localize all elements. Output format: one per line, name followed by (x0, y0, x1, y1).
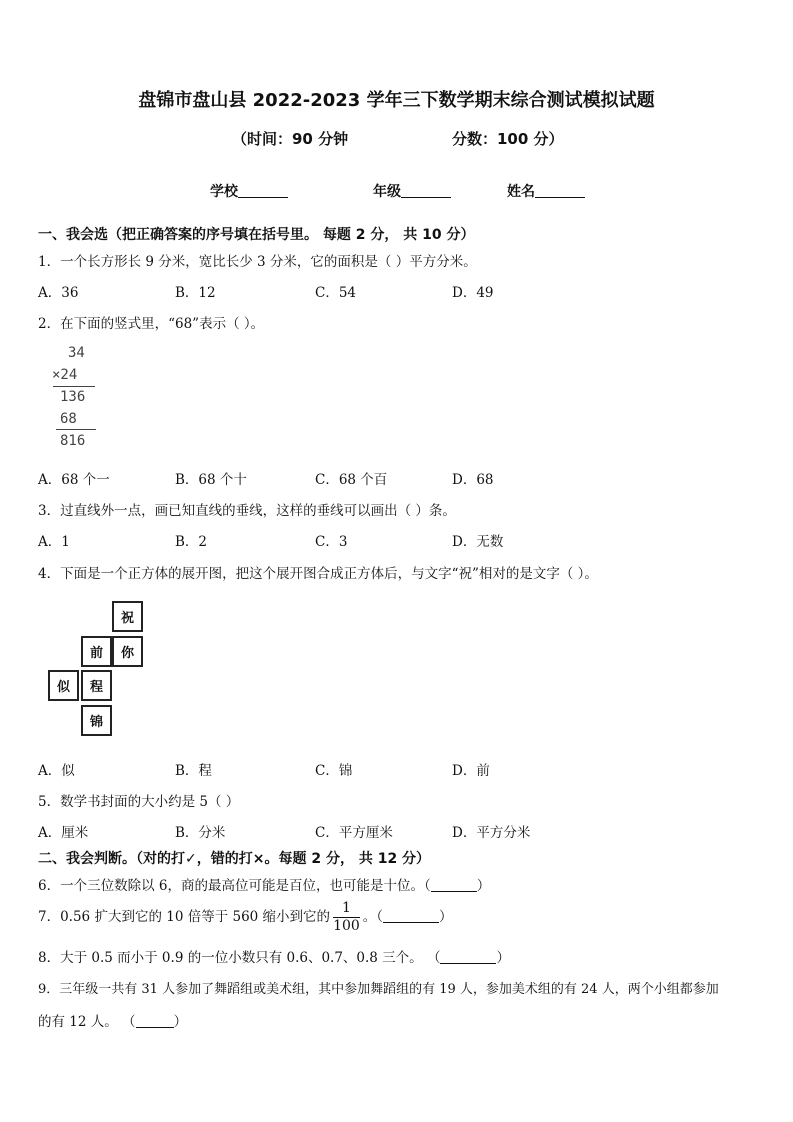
calc-line-3: 136 (60, 389, 86, 405)
q4-option-a[interactable]: A．似 (38, 763, 75, 779)
exam-time: （时间：90 分钟 (232, 130, 349, 148)
q5-option-b[interactable]: B．分米 (175, 825, 226, 841)
net-cell-si: 似 (48, 670, 79, 701)
school-field (210, 181, 288, 201)
section-2-title: 二、我会判断。（对的打✓，错的打×。每题 2 分， 共 12 分） (38, 851, 431, 867)
name-label: 姓名 (507, 184, 535, 200)
q8-end: ） (496, 950, 510, 966)
q5-option-d[interactable]: D．平方分米 (452, 825, 531, 841)
grade-field (373, 181, 451, 201)
q8-text: 8．大于 0.5 而小于 0.9 的一位小数只有 0.6、0.7、0.8 三个。 （ (38, 950, 441, 966)
q1-option-c[interactable]: C．54 (315, 285, 357, 301)
q2-option-c[interactable]: C．68 个百 (315, 472, 388, 488)
q2-option-a[interactable]: A．68 个一 (38, 472, 110, 488)
q7-fraction (333, 900, 360, 935)
q1-option-d[interactable]: D．49 (452, 285, 494, 301)
question-9-line-1: 9．三年级一共有 31 人参加了舞蹈组或美术组，其中参加舞蹈组的有 19 人，参加美术组的有 24 人，两个小组都参加 (38, 982, 719, 997)
question-8 (38, 946, 510, 966)
q6-text: 6．一个三位数除以 6，商的最高位可能是百位，也可能是十位。（ (38, 878, 431, 894)
q4-option-b[interactable]: B．程 (175, 763, 212, 779)
school-blank[interactable] (238, 183, 288, 198)
question-2: 2．在下面的竖式里，“68”表示（ ）。 (38, 316, 265, 332)
q1-option-b[interactable]: B．12 (175, 285, 216, 301)
q5-option-c[interactable]: C．平方厘米 (315, 825, 393, 841)
q3-option-d[interactable]: D．无数 (452, 534, 504, 550)
q9-answer-blank[interactable] (136, 1014, 174, 1028)
q9-text-2: 的有 12 人。 （ (38, 1014, 136, 1030)
q5-option-a[interactable]: A．厘米 (38, 825, 89, 841)
question-6 (38, 874, 490, 894)
question-5: 5．数学书封面的大小约是 5（ ） (38, 794, 240, 810)
grade-label: 年级 (373, 184, 401, 200)
q2-option-b[interactable]: B．68 个十 (175, 472, 247, 488)
q7-fraction-numerator: 1 (333, 900, 360, 918)
q3-option-a[interactable]: A．1 (38, 534, 70, 550)
section-1-title: 一、我会选（把正确答案的序号填在括号里。 每题 2 分， 共 10 分） (38, 227, 475, 243)
q6-answer-blank[interactable] (431, 878, 477, 892)
calc-rule-1 (53, 386, 95, 387)
school-label: 学校 (210, 184, 238, 200)
calc-rule-2 (56, 429, 96, 430)
q8-answer-blank[interactable] (440, 950, 496, 964)
q7-fraction-denominator: 100 (333, 918, 360, 934)
q9-end: ） (173, 1014, 188, 1030)
q6-end: ） (476, 878, 491, 894)
q3-option-c[interactable]: C．3 (315, 534, 348, 550)
calc-line-4: 68 (60, 411, 77, 427)
calc-line-2: ×24 (52, 367, 78, 383)
exam-score: 分数：100 分） (452, 130, 564, 148)
q7-text-b: 。（ (362, 909, 384, 925)
net-cell-cheng: 程 (81, 670, 112, 701)
q3-option-b[interactable]: B．2 (175, 534, 208, 550)
grade-blank[interactable] (401, 183, 451, 198)
q7-answer-blank[interactable] (383, 909, 439, 923)
question-9-line-2 (38, 1010, 187, 1030)
net-cell-ni: 你 (112, 636, 143, 667)
question-7 (38, 900, 453, 935)
question-4: 4．下面是一个正方体的展开图，把这个展开图合成正方体后，与文字“祝”相对的是文字（ ）。 (38, 566, 598, 582)
name-blank[interactable] (535, 183, 585, 198)
name-field (507, 181, 585, 201)
net-cell-qian: 前 (81, 636, 112, 667)
net-cell-zhu: 祝 (112, 601, 143, 632)
question-1: 1．一个长方形长 9 分米，宽比长少 3 分米，它的面积是（ ）平方分米。 (38, 254, 477, 270)
net-cell-jin: 锦 (81, 705, 112, 736)
q1-option-a[interactable]: A．36 (38, 285, 79, 301)
q4-option-c[interactable]: C．锦 (315, 763, 353, 779)
q7-text: 7．0.56 扩大到它的 10 倍等于 560 缩小到它的 (38, 909, 331, 925)
q2-option-d[interactable]: D．68 (452, 472, 494, 488)
q7-end: ） (439, 909, 453, 925)
q4-option-d[interactable]: D．前 (452, 763, 490, 779)
exam-title: 盘锦市盘山县 2022-2023 学年三下数学期末综合测试模拟试题 (138, 90, 655, 111)
calc-line-5: 816 (60, 433, 86, 449)
question-3: 3．过直线外一点，画已知直线的垂线，这样的垂线可以画出（ ）条。 (38, 503, 456, 519)
calc-line-1: 34 (68, 345, 85, 361)
